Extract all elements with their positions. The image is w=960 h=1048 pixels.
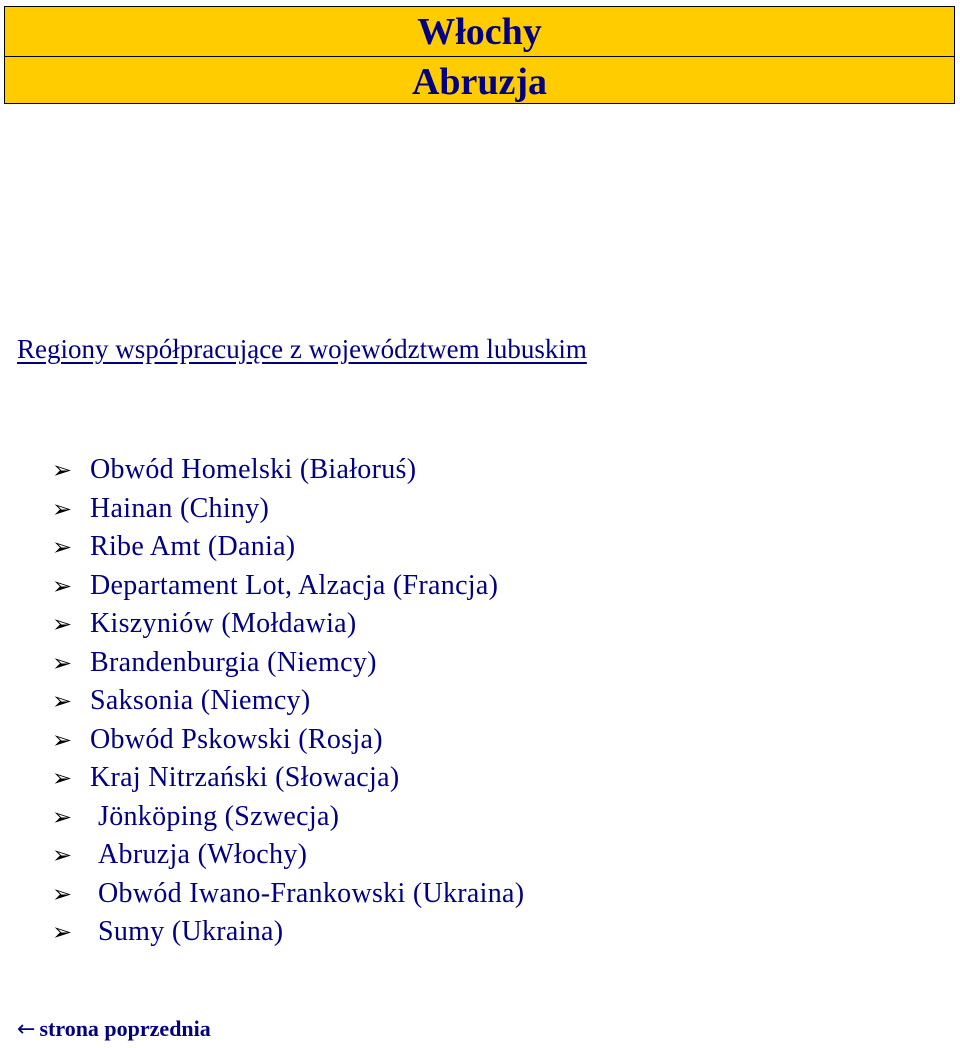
- arrow-bullet-icon: ➢: [52, 841, 73, 870]
- arrow-bullet-icon: ➢: [52, 802, 73, 831]
- region-label: Obwód Pskowski (Rosja): [90, 723, 383, 755]
- region-label: Abruzja (Włochy): [98, 839, 308, 871]
- section-title: Regiony współpracujące z województwem lubuskim: [17, 334, 587, 364]
- region-label: Ribe Amt (Dania): [90, 531, 296, 563]
- region-title: Abruzja: [411, 60, 548, 103]
- region-label: Hainan (Chiny): [90, 492, 270, 524]
- list-item: [52, 451, 524, 490]
- region-list: [52, 451, 524, 952]
- arrow-bullet-icon: ➢: [52, 687, 73, 716]
- list-item: [52, 682, 524, 721]
- region-label: Saksonia (Niemcy): [90, 685, 311, 717]
- arrow-bullet-icon: ➢: [52, 456, 73, 485]
- list-item: [52, 528, 524, 567]
- arrow-bullet-icon: ➢: [52, 879, 73, 908]
- arrow-bullet-icon: ➢: [52, 610, 73, 639]
- previous-page-link[interactable]: [17, 1018, 211, 1041]
- list-item: [52, 836, 524, 875]
- region-label: Departament Lot, Alzacja (Francja): [90, 569, 499, 601]
- list-item: [52, 644, 524, 683]
- left-arrow-icon: ←: [17, 1017, 36, 1042]
- arrow-bullet-icon: ➢: [52, 571, 73, 600]
- arrow-bullet-icon: ➢: [52, 494, 73, 523]
- region-label: Brandenburgia (Niemcy): [90, 646, 377, 678]
- list-item: [52, 721, 524, 760]
- arrow-bullet-icon: ➢: [52, 918, 73, 947]
- previous-page-label: strona poprzednia: [39, 1016, 211, 1041]
- arrow-bullet-icon: ➢: [52, 533, 73, 562]
- list-item: [52, 913, 524, 952]
- list-item: [52, 798, 524, 837]
- region-label: Obwód Iwano-Frankowski (Ukraina): [98, 877, 525, 909]
- list-item: [52, 759, 524, 798]
- list-item: [52, 605, 524, 644]
- arrow-bullet-icon: ➢: [52, 764, 73, 793]
- region-label: Obwód Homelski (Białoruś): [90, 454, 417, 486]
- list-item: [52, 567, 524, 606]
- region-label: Kiszyniów (Mołdawia): [90, 608, 357, 640]
- region-label: Jönköping (Szwecja): [98, 800, 340, 832]
- country-title: Włochy: [5, 7, 954, 57]
- arrow-bullet-icon: ➢: [52, 725, 73, 754]
- region-label: Kraj Nitrzański (Słowacja): [90, 762, 400, 794]
- list-item: [52, 875, 524, 914]
- region-label: Sumy (Ukraina): [98, 916, 284, 948]
- arrow-bullet-icon: ➢: [52, 648, 73, 677]
- header-box: [4, 6, 955, 104]
- list-item: [52, 490, 524, 529]
